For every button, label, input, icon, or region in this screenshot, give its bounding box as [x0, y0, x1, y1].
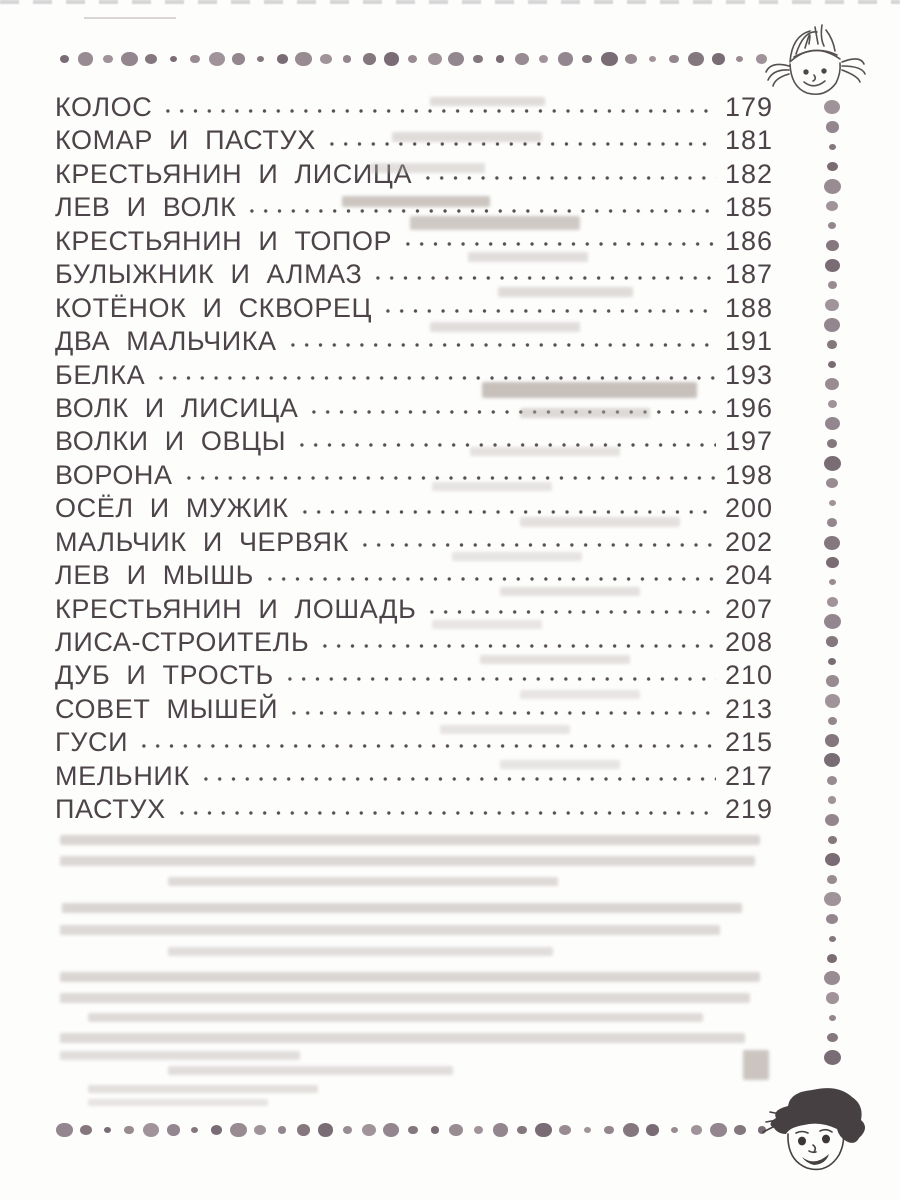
toc-title: ЛИСА-СТРОИТЕЛЬ: [55, 627, 310, 657]
border-dot: [78, 52, 93, 65]
border-dot: [688, 52, 704, 66]
bleed-through-artifact: [520, 408, 650, 418]
toc-page-number: 202: [724, 526, 773, 557]
toc-title: ДУБ И ТРОСТЬ: [55, 660, 274, 691]
bleed-through-artifact: [743, 1050, 769, 1080]
border-dot: [828, 796, 836, 803]
bleed-through-artifact: [60, 1051, 300, 1060]
border-dot: [827, 162, 838, 172]
toc-page-number: 181: [724, 125, 773, 156]
toc-title: КРЕСТЬЯНИН И ТОПОР: [55, 225, 393, 256]
border-dot: [829, 936, 836, 942]
border-dot: [825, 734, 839, 746]
toc-page-number: 197: [724, 426, 773, 457]
toc-title: ЛЕВ И ВОЛК: [55, 192, 237, 223]
toc-row: [55, 292, 773, 325]
bleed-through-artifact: [60, 972, 760, 982]
border-dot: [828, 658, 836, 665]
bleed-through-artifact: [430, 97, 545, 106]
border-dot: [646, 1124, 659, 1135]
bleed-through-artifact: [88, 1099, 268, 1106]
toc-row: [55, 593, 773, 626]
border-dot: [384, 52, 399, 65]
bleed-through-artifact: [60, 925, 720, 935]
border-dot: [170, 56, 177, 62]
border-dot: [710, 1123, 727, 1138]
border-dot: [124, 1126, 134, 1135]
border-dot: [254, 1125, 266, 1136]
bleed-through-artifact: [84, 17, 176, 19]
toc-title: МАЛЬЧИК И ЧЕРВЯК: [55, 526, 349, 557]
border-dot: [362, 1124, 376, 1136]
dot-leader: [278, 659, 716, 692]
border-dot: [191, 1127, 198, 1133]
border-dot: [829, 144, 836, 150]
toc-row: [55, 258, 773, 291]
bleed-through-artifact: [498, 287, 633, 297]
border-dot: [230, 1123, 247, 1138]
toc-title: ЛЕВ И МЫШЬ: [55, 560, 255, 591]
border-dot: [824, 614, 841, 629]
border-dot: [232, 53, 245, 64]
border-dot: [428, 53, 442, 65]
dot-leader: [132, 726, 716, 759]
girl-face-icon: [760, 20, 872, 108]
bleed-through-artifact: [410, 216, 580, 230]
border-dot: [320, 54, 332, 65]
border-dot: [826, 914, 838, 925]
toc-page-number: 179: [724, 92, 773, 122]
border-dot: [824, 318, 840, 332]
border-dot: [829, 500, 836, 506]
border-dot: [517, 1126, 527, 1135]
border-dot: [343, 55, 351, 62]
bleed-through-artifact: [432, 482, 552, 491]
border-dot: [825, 378, 839, 390]
toc-row: [55, 659, 773, 692]
toc-row: [55, 793, 773, 826]
bleed-through-artifact: [168, 877, 558, 886]
border-dot: [408, 1126, 418, 1135]
toc-page-number: 185: [724, 192, 773, 223]
toc-page-number: 191: [724, 326, 773, 357]
bleed-through-artifact: [500, 760, 620, 769]
border-dot: [825, 259, 840, 272]
border-dot: [824, 1050, 841, 1065]
border-dot: [826, 557, 839, 568]
toc-title: КРЕСТЬЯНИН И ЛОШАДЬ: [55, 593, 417, 624]
border-dot: [671, 1127, 678, 1133]
toc-title: КОЛОС: [55, 92, 153, 122]
dot-leader: [170, 793, 716, 826]
toc-title: БЕЛКА: [55, 359, 146, 390]
border-dot: [343, 1126, 352, 1134]
toc-title: ВОРОНА: [55, 459, 173, 490]
border-dot: [827, 1033, 838, 1043]
toc-page-number: 188: [724, 292, 773, 323]
border-dot: [60, 55, 69, 63]
toc-title: ГУСИ: [55, 727, 129, 758]
bleed-through-artifact: [60, 1033, 745, 1043]
toc-page-number: 196: [724, 392, 773, 423]
border-dot: [383, 1123, 399, 1137]
border-dot: [295, 52, 312, 67]
toc-row: [55, 726, 773, 759]
border-dot: [448, 52, 464, 66]
border-dot: [826, 636, 838, 647]
border-dot: [277, 54, 288, 64]
toc-page-number: 200: [724, 493, 773, 524]
border-dot: [167, 1124, 180, 1135]
border-dot: [827, 776, 837, 785]
toc-title: БУЛЫЖНИК И АЛМАЗ: [55, 259, 363, 290]
toc-page-number: 215: [724, 727, 773, 758]
bleed-through-artifact: [342, 196, 490, 207]
toc-row: [55, 91, 773, 124]
bleed-through-artifact: [482, 382, 697, 398]
border-dot: [824, 179, 841, 194]
toc-page-number: 182: [724, 158, 773, 189]
border-dot: [712, 53, 725, 64]
toc-row: [55, 459, 773, 492]
border-dot: [828, 281, 837, 289]
bleed-through-artifact: [520, 517, 680, 527]
bleed-through-artifact: [370, 163, 485, 173]
toc-row: [55, 626, 773, 659]
toc-row: [55, 325, 773, 358]
toc-row: [55, 760, 773, 793]
border-dot: [539, 55, 548, 63]
border-dot: [824, 536, 840, 550]
dot-leader: [258, 559, 716, 592]
border-dot: [493, 1123, 508, 1136]
dot-leader: [194, 760, 716, 793]
border-dot: [828, 717, 837, 725]
toc-row: [55, 425, 773, 458]
border-dot: [143, 1123, 159, 1137]
border-dot: [104, 1127, 111, 1133]
border-dot: [449, 1124, 463, 1136]
bleed-through-artifact: [168, 1066, 453, 1075]
border-dot: [828, 361, 836, 368]
border-dot: [209, 52, 225, 66]
border-dot: [824, 892, 841, 907]
border-dot: [604, 1126, 614, 1135]
toc-title: КОМАР И ПАСТУХ: [55, 125, 316, 156]
border-dot: [827, 875, 837, 884]
border-dot: [827, 518, 837, 527]
toc-page-number: 213: [724, 693, 773, 724]
bleed-through-artifact: [168, 947, 553, 956]
border-dot: [825, 299, 839, 311]
border-dot: [121, 52, 138, 67]
border-dot: [827, 340, 837, 349]
toc-title: ВОЛКИ И ОВЦЫ: [55, 426, 287, 457]
toc-page-number: 217: [724, 760, 773, 791]
border-dot: [825, 694, 840, 707]
border-dot: [828, 836, 837, 844]
bleed-through-artifact: [432, 620, 542, 629]
border-dot: [827, 954, 837, 963]
border-dot: [56, 1123, 73, 1138]
bleed-through-artifact: [88, 1013, 703, 1022]
border-dot: [623, 1123, 639, 1137]
toc-title: КОТЁНОК И СКВОРЕЦ: [55, 292, 373, 323]
border-dot: [825, 814, 839, 826]
toc-page-number: 207: [724, 593, 773, 624]
border-dot: [80, 1125, 92, 1136]
bleed-through-artifact: [62, 903, 742, 913]
border-dot: [826, 675, 839, 686]
border-dot: [828, 400, 837, 408]
toc-row: [55, 559, 773, 592]
border-dot: [829, 579, 836, 585]
bleed-through-artifact: [452, 552, 582, 561]
boy-face-icon: [758, 1080, 880, 1182]
border-dot: [582, 55, 592, 64]
border-dot: [363, 53, 376, 64]
dot-leader: [282, 693, 716, 726]
toc-page-number: 187: [724, 259, 773, 290]
bleed-through-artifact: [88, 1085, 318, 1093]
toc-title: КРЕСТЬЯНИН И ЛИСИЦА: [55, 158, 413, 189]
border-dot: [474, 1126, 483, 1134]
toc-title: ДВА МАЛЬЧИКА: [55, 326, 277, 357]
border-dot: [649, 56, 656, 62]
border-dot: [825, 853, 840, 866]
bleed-through-artifact: [480, 655, 630, 664]
border-dot: [278, 1126, 286, 1133]
border-dot: [145, 54, 157, 65]
border-dot: [297, 1124, 310, 1135]
toc-page-number: 208: [724, 627, 773, 657]
border-dot: [825, 417, 840, 430]
toc-title: МЕЛЬНИК: [55, 760, 190, 791]
border-dot: [824, 753, 840, 767]
bleed-through-artifact: [60, 856, 755, 866]
border-dot: [558, 52, 573, 65]
bleed-through-artifact: [60, 835, 760, 845]
border-dot: [408, 55, 417, 63]
border-dot: [829, 1015, 836, 1021]
border-dot: [601, 52, 618, 67]
bleed-through-artifact: [440, 725, 570, 734]
toc-page-number: 193: [724, 359, 773, 390]
border-dot: [824, 456, 841, 471]
border-dot: [736, 56, 743, 62]
toc-row: [55, 526, 773, 559]
toc-title: СОВЕТ МЫШЕЙ: [55, 693, 279, 724]
border-dot: [826, 121, 839, 132]
toc-title: ВОЛК И ЛИСИЦА: [55, 392, 299, 423]
bleed-through-artifact: [430, 322, 580, 332]
bleed-through-artifact: [520, 690, 640, 699]
border-dot: [824, 971, 840, 985]
toc-title: ПАСТУХ: [55, 794, 166, 825]
border-dot: [691, 1125, 702, 1135]
border-dot: [584, 1127, 591, 1133]
border-dot: [257, 56, 264, 62]
border-dot: [669, 55, 679, 64]
border-dot: [535, 1123, 552, 1138]
border-dot: [190, 55, 200, 64]
bleed-through-artifact: [470, 447, 620, 456]
toc-title: ОСЁЛ И МУЖИК: [55, 493, 289, 524]
toc-page-number: 186: [724, 225, 773, 256]
toc-row: [55, 693, 773, 726]
border-dot: [828, 222, 836, 229]
border-dot: [826, 240, 839, 251]
scan-edge-artifact: [0, 0, 900, 4]
bleed-through-artifact: [500, 587, 640, 596]
border-dot: [734, 1125, 746, 1136]
border-dot: [559, 1125, 571, 1136]
border-dot: [211, 1125, 222, 1135]
border-dot: [625, 54, 637, 65]
border-dot: [826, 478, 838, 489]
bleed-through-artifact: [60, 993, 750, 1003]
border-dot: [826, 992, 839, 1003]
border-dot: [103, 55, 113, 64]
bleed-through-artifact: [468, 252, 588, 262]
toc-page-number: 210: [724, 660, 773, 691]
border-dot: [827, 439, 837, 448]
border-dot: [827, 597, 838, 607]
toc-page-number: 204: [724, 560, 773, 591]
border-dot: [496, 55, 504, 62]
toc-page-number: 219: [724, 794, 773, 825]
border-dot: [431, 1126, 439, 1133]
border-dot: [515, 53, 529, 65]
border-dot: [826, 201, 838, 212]
bleed-through-artifact: [392, 132, 542, 142]
toc-page-number: 198: [724, 459, 773, 490]
border-dot: [473, 55, 483, 64]
border-dot: [318, 1123, 333, 1136]
